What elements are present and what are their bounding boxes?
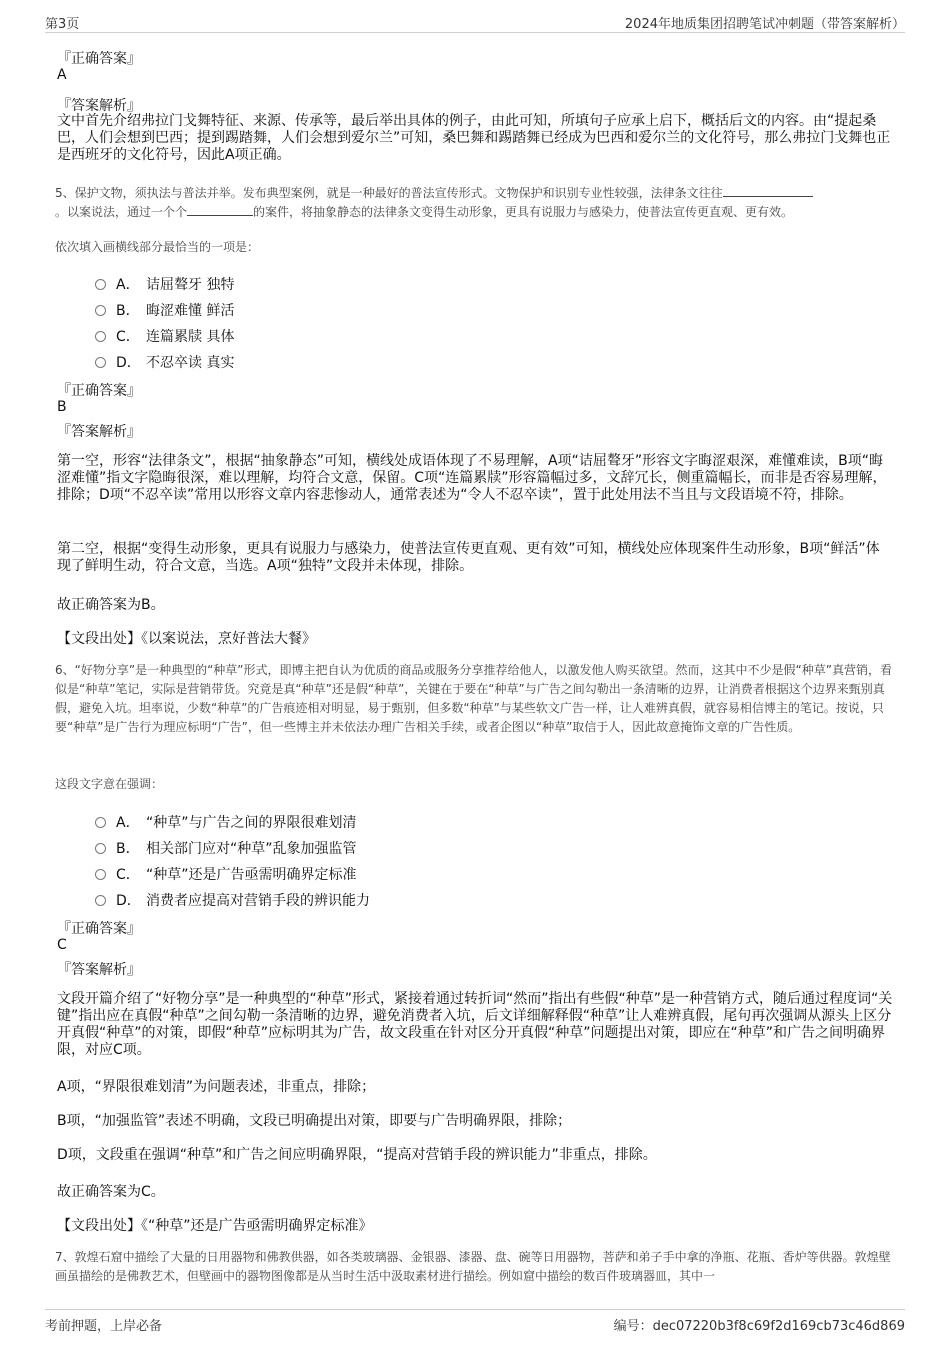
q5-blank-1 xyxy=(723,184,813,197)
q6-option-a[interactable]: A． “种草”与广告之间的界限很难划清 xyxy=(95,812,357,832)
q6-analysis-b: B项，“加强监管”表述不明确，文段已明确提出对策，即要与广告明确界限，排除； xyxy=(57,1113,572,1129)
q5-option-c[interactable]: C． 连篇累牍 具体 xyxy=(95,326,234,346)
q6-analysis-a: A项，“界限很难划清”为问题表述，非重点，排除； xyxy=(57,1079,376,1095)
q5-correct-value: B xyxy=(57,399,67,415)
radio-icon[interactable] xyxy=(95,895,106,906)
q4-analysis-text: 文中首先介绍弗拉门戈舞特征、来源、传承等，最后举出具体的例子，由此可知，所填句子应承上启下，概括后文的内容。由“提起桑巴，人们会想到巴西；提到踢踏舞，人们会想到爱尔兰”可知，桑巴舞和踢踏舞已经成为巴西和爱尔兰的文化符号，那么弗拉门戈舞也正是西班牙的文化符号，因此A项正确。 xyxy=(57,113,891,163)
q5-correct-label: 『正确答案』 xyxy=(57,383,141,399)
radio-icon[interactable] xyxy=(95,869,106,880)
radio-icon[interactable] xyxy=(95,305,106,316)
q6-option-c[interactable]: C． “种草”还是广告亟需明确界定标准 xyxy=(95,864,357,884)
q5-blank-2 xyxy=(187,203,253,216)
q5-analysis-p1: 第一空，形容“法律条文”，根据“抽象静态”可知，横线处成语体现了不易理解，A项“诘屈聱牙”形容文字晦涩艰深，难懂难读，B项“晦涩难懂”指文字隐晦很深，难以理解，均符合文意，保留。C项“连篇累牍”形容篇幅过多，文辞冗长，侧重篇幅长，而非是否容易理解，排除；D项“不忍卒读”常用以形容文章内容悲惨动人，通常表述为“令人不忍卒读”，置于此处用法不当且与文段语境不符，排除。 xyxy=(57,453,887,503)
q6-option-b[interactable]: B． 相关部门应对“种草”乱象加强监管 xyxy=(95,838,357,858)
q6-analysis-label: 『答案解析』 xyxy=(57,962,141,978)
radio-icon[interactable] xyxy=(95,357,106,368)
page-header xyxy=(45,10,905,33)
radio-icon[interactable] xyxy=(95,817,106,828)
q4-correct-value: A xyxy=(57,67,67,83)
q5-stem-part3: 的案件，将抽象静态的法律条文变得生动形象，更具有说服力与感染力，使普法宣传更直观、更有效。 xyxy=(253,205,794,219)
q5-stem-part1: 5、保护文物，须执法与普法并举。发布典型案例，就是一种最好的普法宣传形式。文物保护和识别专业性较强，法律条文往往 xyxy=(55,186,723,200)
radio-icon[interactable] xyxy=(95,331,106,342)
q5-stem xyxy=(55,184,895,222)
footer-slogan: 考前押题，上岸必备 xyxy=(45,1319,163,1334)
q6-analysis-d: D项，文段重在强调“种草”和广告之间应明确界限，“提高对营销手段的辨识能力”非重点，排除。 xyxy=(57,1147,657,1163)
q5-prompt: 依次填入画横线部分最恰当的一项是： xyxy=(55,240,260,254)
page-footer xyxy=(45,1309,905,1334)
q5-option-b[interactable]: B． 晦涩难懂 鲜活 xyxy=(95,300,234,320)
q6-correct-value: C xyxy=(57,937,67,953)
q5-conclusion: 故正确答案为B。 xyxy=(57,597,165,613)
q6-prompt: 这段文字意在强调： xyxy=(55,777,164,791)
q4-analysis-label: 『答案解析』 xyxy=(57,98,141,114)
q5-analysis-p2: 第二空，根据“变得生动形象，更具有说服力与感染力，使普法宣传更直观、更有效”可知，横线处应体现案件生动形象，B项“鲜活”体现了鲜明生动，符合文意，当选。A项“独特”文段并未体现，排除。 xyxy=(57,541,880,574)
page-number: 第3页 xyxy=(45,17,80,32)
q5-option-d[interactable]: D． 不忍卒读 真实 xyxy=(95,352,234,372)
q6-conclusion: 故正确答案为C。 xyxy=(57,1184,165,1200)
q6-correct-label: 『正确答案』 xyxy=(57,921,141,937)
q6-source: 【文段出处】《“种草”还是广告亟需明确界定标准》 xyxy=(57,1218,373,1234)
footer-code: 编号：dec07220b3f8c69f2d169cb73c46d869 xyxy=(613,1319,905,1334)
q4-correct-label: 『正确答案』 xyxy=(57,51,141,67)
q6-option-d[interactable]: D． 消费者应提高对营销手段的辨识能力 xyxy=(95,890,370,910)
radio-icon[interactable] xyxy=(95,279,106,290)
q5-option-a[interactable]: A． 诘屈聱牙 独特 xyxy=(95,274,234,294)
q6-stem: 6、“好物分享”是一种典型的“种草”形式，即博主把自认为优质的商品或服务分享推荐给他人，以激发他人购买欲望。然而，这其中不少是假“种草”真营销，看似是“种草”笔记，实际是营销带货。究竟是真“种草”还是假“种草”，关键在于要在“种草”与广告之间勾勒出一条清晰的边界，让消费者根据这个边界来甄别真假，避免入坑。坦率说，少数“种草”的广告痕迹相对明显，易于甄别，但多数“种草”与某些软文广告一样，让人难辨真假，就容易相信博主的笔记。按说，只要“种草”是广告行为理应标明“广告”，但一些博主并未依法办理广告相关手续，或者企图以“种草”取信于人，因此故意掩饰文章的广告性质。 xyxy=(55,663,892,734)
q5-analysis-label: 『答案解析』 xyxy=(57,424,141,440)
radio-icon[interactable] xyxy=(95,843,106,854)
q5-stem-part2: 。以案说法，通过一个个 xyxy=(55,205,188,219)
q5-source: 【文段出处】《以案说法，烹好普法大餐》 xyxy=(57,631,316,647)
document-title: 2024年地质集团招聘笔试冲刺题（带答案解析） xyxy=(624,17,905,32)
q6-analysis-p1: 文段开篇介绍了“好物分享”是一种典型的“种草”形式，紧接着通过转折词“然而”指出有些假“种草”是一种营销方式，随后通过程度词“关键”指出应在真假“种草”之间勾勒一条清晰的边界，避免消费者入坑，后文详细解释假“种草”让人难辨真假，尾句再次强调从源头上区分开真假“种草”的对策，即假“种草”应标明其为广告，故文段重在针对区分开真假“种草”问题提出对策，即应在“种草”和广告之间明确界限，对应C项。 xyxy=(57,991,893,1058)
q7-stem: 7、敦煌石窟中描绘了大量的日用器物和佛教供器，如各类玻璃器、金银器、漆器、盘、碗等日用器物，菩萨和弟子手中拿的净瓶、花瓶、香炉等供器。敦煌壁画虽描绘的是佛教艺术，但壁画中的器物图像都是从当时生活中汲取素材进行描绘。例如窟中描绘的数百件玻璃器皿，其中一 xyxy=(55,1250,891,1283)
